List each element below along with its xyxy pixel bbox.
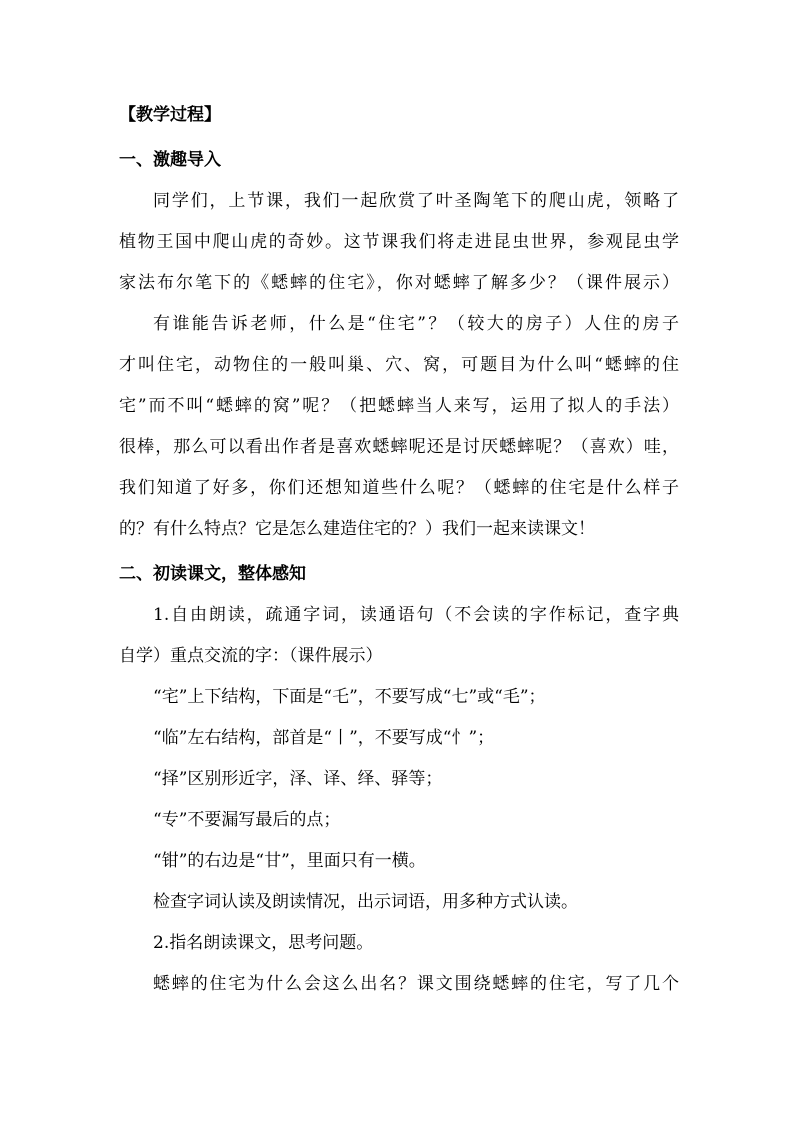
paragraph-line: 自学）重点交流的字：（课件展示） — [119, 646, 383, 666]
doc-title: 【教学过程】 — [119, 105, 221, 125]
paragraph-line: “择”区别形近字，泽、译、绎、驿等； — [153, 769, 443, 789]
paragraph-line: 宅”而不叫“蟋蟀的窝”呢？（把蟋蟀当人来写，运用了拟人的手法） — [119, 396, 679, 416]
paragraph-line: 才叫住宅，动物住的一般叫巢、穴、窝，可题目为什么叫“蟋蟀的住 — [119, 355, 679, 375]
section-heading-2: 二、初读课文，整体感知 — [119, 564, 306, 584]
paragraph-line: 同学们，上节课，我们一起欣赏了叶圣陶笔下的爬山虎，领略了 — [153, 191, 679, 211]
paragraph-line: “临”左右结构，部首是“丨”，不要写成“忄”； — [153, 728, 495, 748]
paragraph-line: 蟋蟀的住宅为什么会这么出名？课文围绕蟋蟀的住宅，写了几个 — [153, 974, 679, 994]
paragraph-line: 的？有什么特点？它是怎么建造住宅的？）我们一起来读课文！ — [119, 519, 595, 539]
paragraph-line: 植物王国中爬山虎的奇妙。这节课我们将走进昆虫世界，参观昆虫学 — [119, 232, 679, 252]
paragraph-line: 2.指名朗读课文，思考问题。 — [153, 933, 374, 953]
paragraph-line: “钳”的右边是“甘”，里面只有一横。 — [153, 851, 426, 871]
paragraph-line: 家法布尔笔下的《蟋蟀的住宅》，你对蟋蟀了解多少？（课件展示） — [119, 273, 679, 293]
paragraph-line: “专”不要漏写最后的点； — [153, 810, 341, 830]
paragraph-line: 有谁能告诉老师，什么是“住宅”？（较大的房子）人住的房子 — [153, 314, 679, 334]
paragraph-line: 检查字词认读及朗读情况，出示词语，用多种方式认读。 — [153, 892, 578, 912]
section-heading-1: 一、激趣导入 — [119, 150, 221, 170]
paragraph-line: “宅”上下结构，下面是“乇”，不要写成“七”或“毛”； — [153, 687, 546, 707]
paragraph-line: 很棒，那么可以看出作者是喜欢蟋蟀呢还是讨厌蟋蟀呢？（喜欢）哇， — [119, 437, 679, 457]
paragraph-line: 1.自由朗读，疏通字词，读通语句（不会读的字作标记，查字典 — [153, 605, 679, 625]
paragraph-line: 我们知道了好多，你们还想知道些什么呢？（蟋蟀的住宅是什么样子 — [119, 478, 679, 498]
